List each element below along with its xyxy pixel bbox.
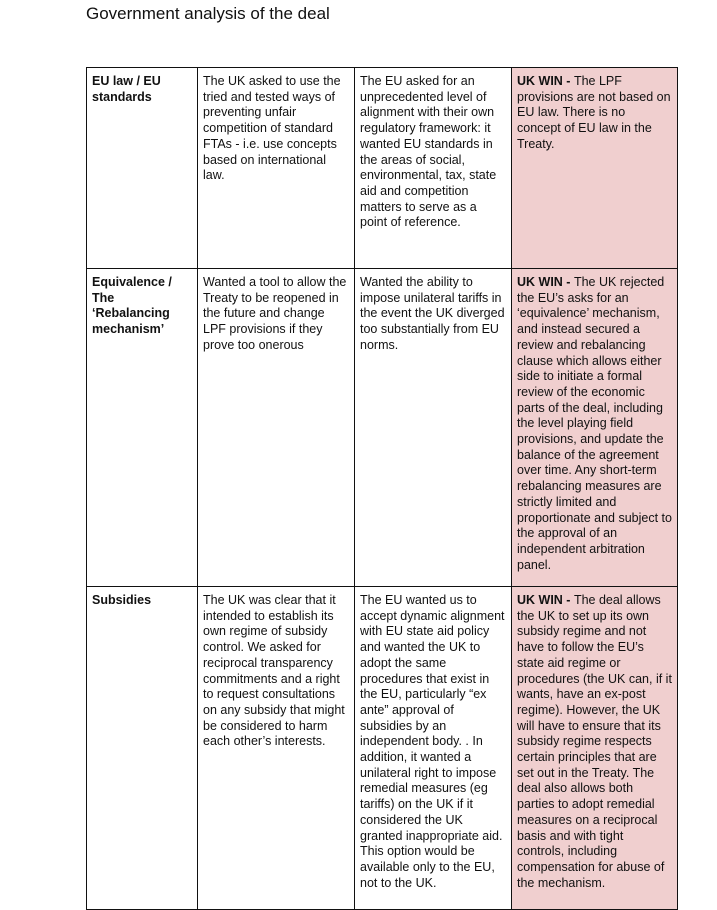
topic-cell: Equivalence / The ‘Rebalancing mechanism’ xyxy=(87,269,198,587)
uk-position-cell: Wanted a tool to allow the Treaty to be reopened in the future and change LPF provisions if they prove too onerous xyxy=(198,269,355,587)
table-row xyxy=(87,587,678,910)
uk-position-cell: The UK asked to use the tried and tested ways of preventing unfair competition of standard FTAs - i.e. use concepts based on international law. xyxy=(198,68,355,269)
verdict-text: The UK rejected the EU’s asks for an ‘equivalence’ mechanism, and instead secured a review and rebalancing clause which allows either side to initiate a formal review of the economic parts of the deal, including the level playing field provisions, and update the balance of the agreement over time. Any short-term rebalancing measures are strictly limited and proportionate and subject to the approval of an independent arbitration panel. xyxy=(517,275,672,572)
page-title: Government analysis of the deal xyxy=(86,4,330,23)
verdict-text: The deal allows the UK to set up its own subsidy regime and not have to follow the EU’s state aid regime or procedures (the UK can, if it wants, have an ex-post regime). However, the UK will have to ensure that its subsidy regime respects certain principles that are set out in the Treaty. The deal also allows both parties to adopt remedial measures on a reciprocal basis and with tight controls, including compensation for abuse of the mechanism. xyxy=(517,593,672,890)
verdict-cell xyxy=(512,68,678,269)
eu-position-cell: The EU wanted us to accept dynamic alignment with EU state aid policy and wanted the UK to adopt the same procedures that exist in the EU, particularly “ex ante” approval of subsidies by an independent body. . In addition, it wanted a unilateral right to impose remedial measures (eg tariffs) on the UK if it considered the UK granted inappropriate aid. This option would be available only to the EU, not to the UK. xyxy=(355,587,512,910)
eu-position-cell: The EU asked for an unprecedented level of alignment with their own regulatory framework: it wanted EU standards in the areas of social, environmental, tax, state aid and competition matters to serve as a point of reference. xyxy=(355,68,512,269)
verdict-label: UK WIN - xyxy=(517,74,574,88)
verdict-label: UK WIN - xyxy=(517,593,574,607)
topic-cell: Subsidies xyxy=(87,587,198,910)
verdict-text: The LPF provisions are not based on EU law. There is no concept of EU law in the Treaty. xyxy=(517,74,671,151)
table-row xyxy=(87,68,678,269)
eu-position-cell: Wanted the ability to impose unilateral tariffs in the event the UK diverged too substantially from EU norms. xyxy=(355,269,512,587)
topic-cell: EU law / EU standards xyxy=(87,68,198,269)
uk-position-cell: The UK was clear that it intended to establish its own regime of subsidy control. We asked for reciprocal transparency commitments and a right to request consultations on any subsidy that might be considered to harm each other’s interests. xyxy=(198,587,355,910)
table-row xyxy=(87,269,678,587)
verdict-label: UK WIN - xyxy=(517,275,574,289)
verdict-cell xyxy=(512,269,678,587)
deal-analysis-table xyxy=(86,67,678,910)
verdict-cell xyxy=(512,587,678,910)
